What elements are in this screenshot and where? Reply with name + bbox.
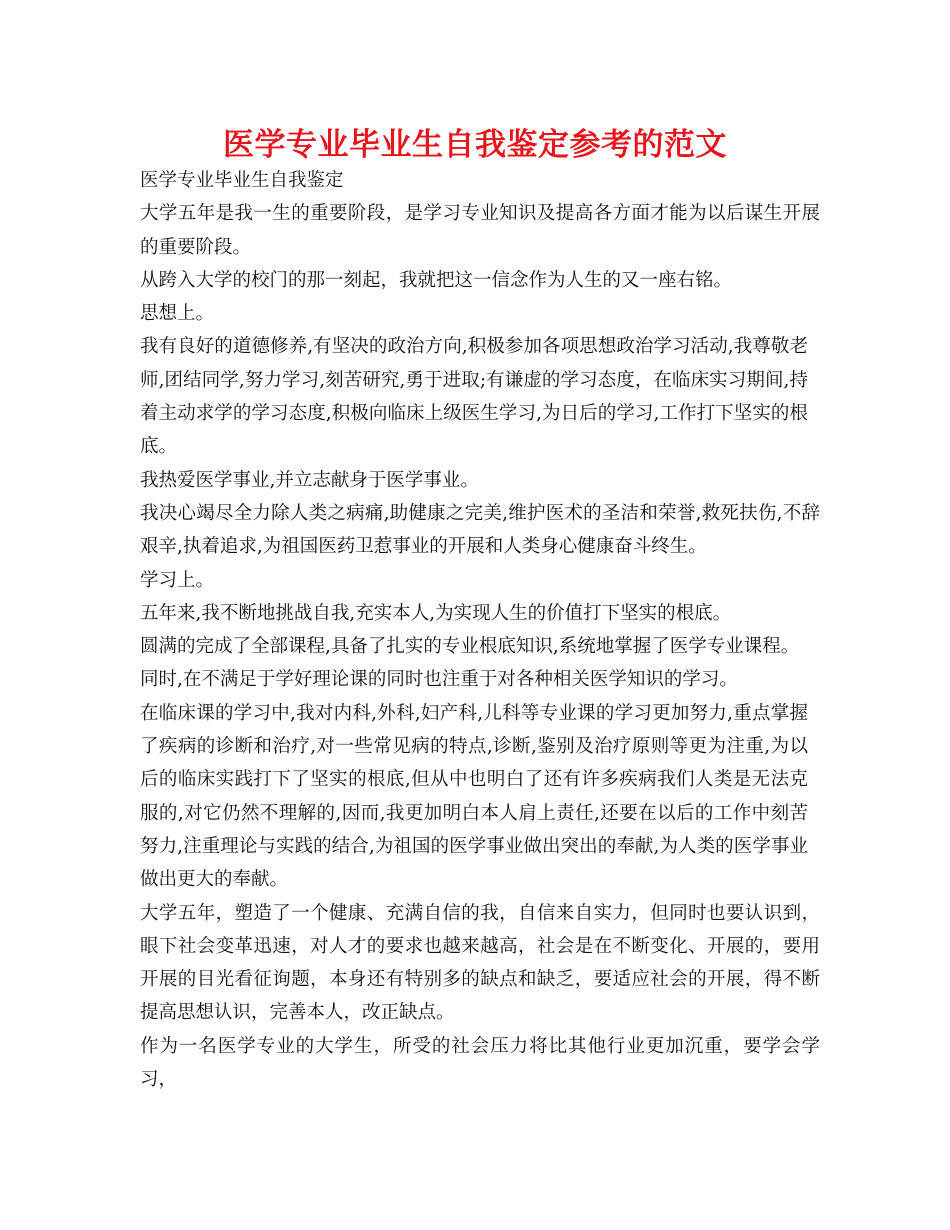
paragraph: 我决心竭尽全力除人类之病痛,助健康之完美,维护医术的圣洁和荣誉,救死扶伤,不辞艰辛,执着追求,为祖国医药卫惹事业的开展和人类身心健康奋斗终生。 (140, 502, 820, 558)
paragraph: 圆满的完成了全部课程,具备了扎实的专业根底知识,系统地掌握了医学专业课程。 (140, 636, 800, 658)
paragraph: 在临床课的学习中,我对内科,外科,妇产科,儿科等专业课的学习更加努力,重点掌握了疾病的诊断和治疗,对一些常见病的特点,诊断,鉴别及治疗原则等更为注重,为以后的临床实践打下了坚实的根底,但从中也明白了还有许多疾病我们人类是无法克服的,对它仍然不理解的,因而,我更加明白本人肩上责任,还要在以后的工作中刻苦努力,注重理论与实践的结合,为祖国的医学事业做出突出的奉献,为人类的医学事业做出更大的奉献。 (140, 702, 808, 891)
document-body (140, 164, 820, 1096)
paragraph: 五年来,我不断地挑战自我,充实本人,为实现人生的价值打下坚实的根底。 (140, 602, 732, 624)
paragraph: 同时,在不满足于学好理论课的同时也注重于对各种相关医学知识的学习。 (140, 669, 738, 691)
paragraph: 我热爱医学事业,并立志献身于医学事业。 (140, 469, 479, 491)
paragraph-subtitle: 医学专业毕业生自我鉴定 (140, 170, 344, 191)
section-heading-study: 学习上。 (140, 569, 215, 591)
paragraph: 我有良好的道德修养,有坚决的政治方向,积极参加各项思想政治学习活动,我尊敬老师,团结同学,努力学习,刻苦研究,勇于进取;有谦虚的学习态度，在临床实习期间,持着主动求学的学习态度,积极向临床上级医生学习,为日后的学习,工作打下坚实的根底。 (140, 336, 808, 458)
paragraph: 大学五年，塑造了一个健康、充满自信的我，自信来自实力，但同时也要认识到，眼下社会变革迅速，对人才的要求也越来越高，社会是在不断变化、开展的，要用开展的目光看征询题，本身还有特别多的缺点和缺乏，要适应社会的开展，得不断提高思想认识，完善本人，改正缺点。 (140, 902, 820, 1024)
paragraph: 从跨入大学的校门的那一刻起，我就把这一信念作为人生的又一座右铭。 (140, 269, 733, 291)
paragraph: 作为一名医学专业的大学生，所受的社会压力将比其他行业更加沉重，要学会学习， (140, 1035, 820, 1091)
section-heading-thought: 思想上。 (140, 303, 215, 325)
paragraph: 大学五年是我一生的重要阶段，是学习专业知识及提高各方面才能为以后谋生开展的重要阶段。 (140, 203, 820, 258)
document-title: 医学专业毕业生自我鉴定参考的范文 (223, 127, 727, 163)
